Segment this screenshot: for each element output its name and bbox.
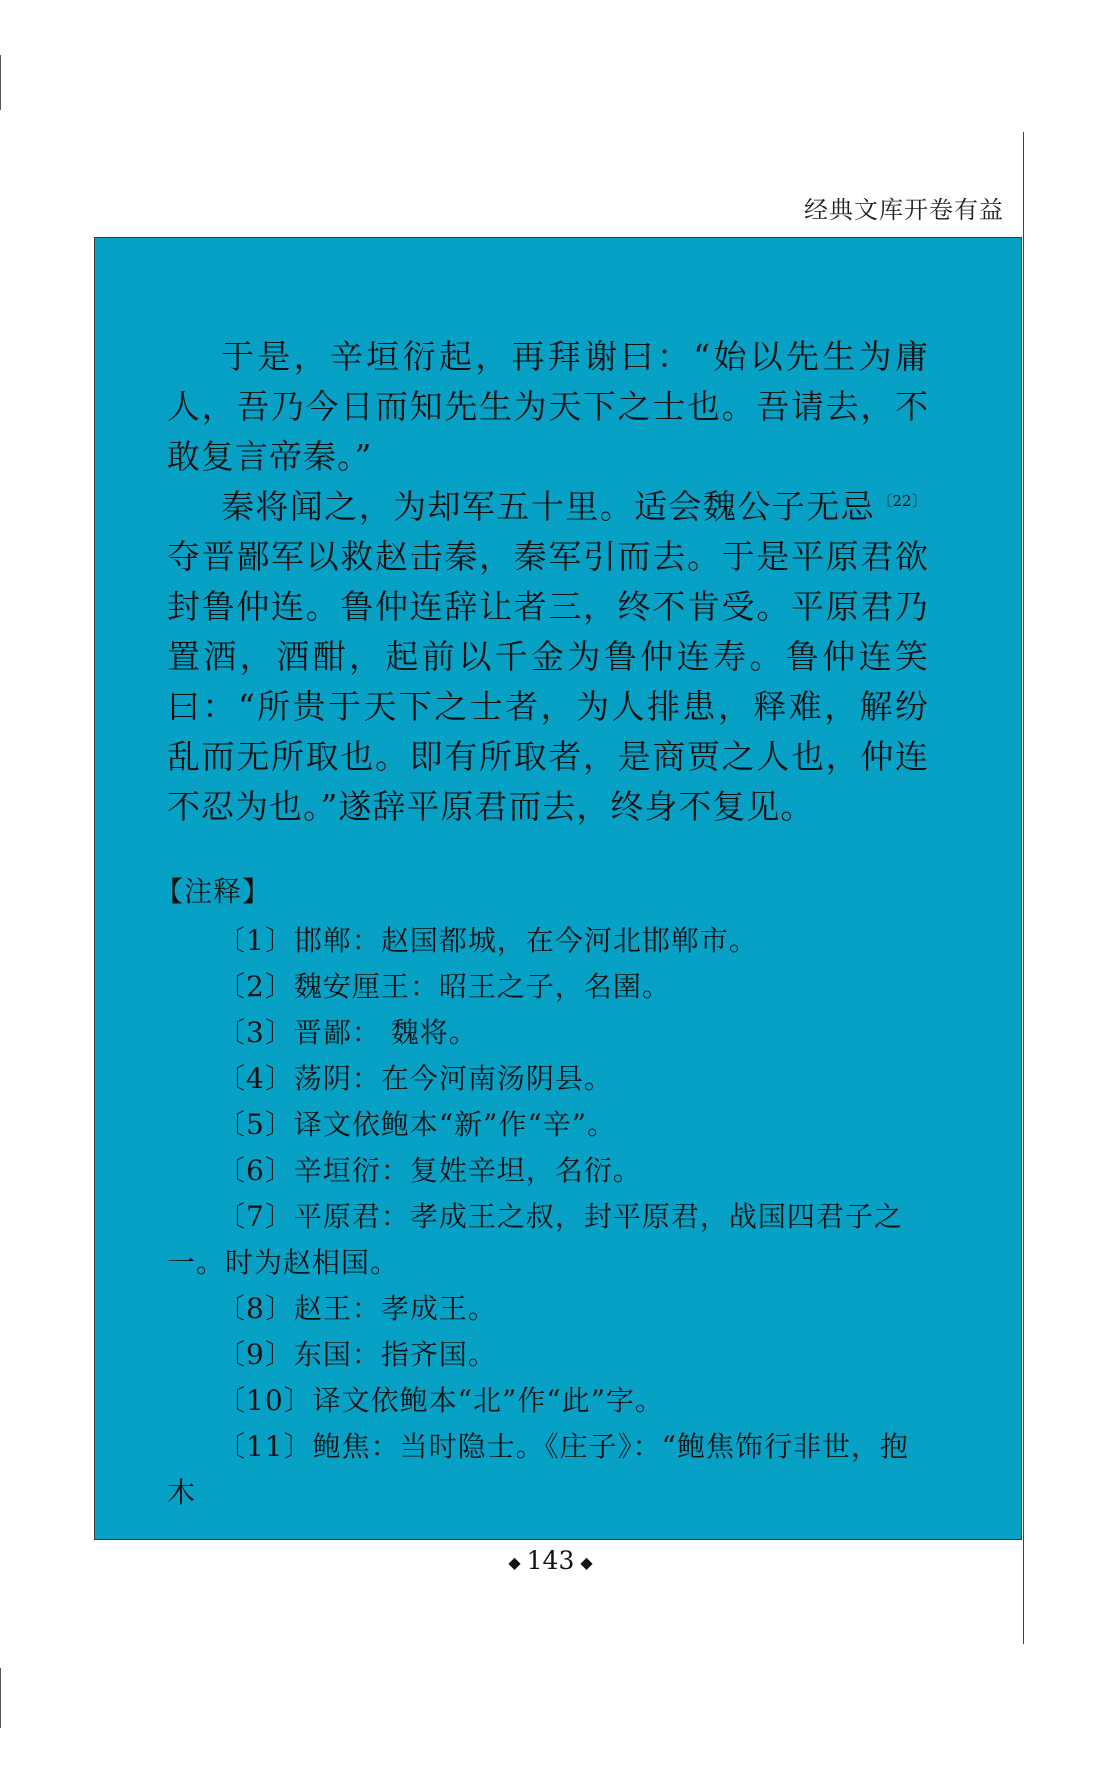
paragraph-1: 于是，辛垣衍起，再拜谢曰：“始以先生为庸人，吾乃今日而知先生为天下之士也。吾请去，不敢复言帝秦。” <box>167 337 929 476</box>
paragraph-2-part-2: 夺晋鄙军以救赵击秦，秦军引而去。于是平原君欲封鲁仲连。鲁仲连辞让者三，终不肯受。平原君乃置酒，酒酣，起前以千金为鲁仲连寿。鲁仲连笑曰：“所贵于天下之士者，为人排患，释难，解纷乱而无所取也。即有所取者，是商贾之人也，仲连不忍为也。”遂辞平原君而去，终身不复见。 <box>167 537 929 826</box>
note-item: 〔6〕辛垣衍：复姓辛坦，名衍。 <box>217 1154 642 1187</box>
note-reference: 〔22〕 <box>877 492 927 510</box>
diamond-right-icon: ◆ <box>580 1553 593 1572</box>
note-item: 〔5〕译文依鲍本“新”作“辛”。 <box>217 1108 617 1141</box>
notes-heading: 【注释】 <box>155 875 272 908</box>
note-item: 〔8〕赵王：孝成王。 <box>217 1292 497 1325</box>
note-item: 〔9〕东国：指齐国。 <box>217 1338 497 1371</box>
running-head: 经典文库开卷有益 <box>804 196 1004 224</box>
page-number-footer <box>0 1546 1101 1575</box>
note-item: 〔3〕晋鄙： 魏将。 <box>217 1016 478 1049</box>
note-item: 〔7〕平原君：孝成王之叔，封平原君，战国四君子之一。时为赵相国。 <box>167 1200 903 1279</box>
notes-list <box>167 918 929 1516</box>
content-panel <box>94 237 1022 1540</box>
note-item: 〔4〕荡阴：在今河南汤阴县。 <box>217 1062 613 1095</box>
crop-mark-top <box>0 55 1 110</box>
margin-rule <box>1023 132 1024 1644</box>
diamond-left-icon: ◆ <box>508 1553 521 1572</box>
note-item: 〔2〕魏安厘王：昭王之子，名圉。 <box>217 970 671 1003</box>
note-item: 〔11〕鲍焦：当时隐士。《庄子》：“鲍焦饰行非世，抱木 <box>167 1430 909 1509</box>
crop-mark-bottom <box>0 1668 1 1728</box>
paragraph-2 <box>167 482 929 832</box>
note-item: 〔1〕邯郸：赵国都城，在今河北邯郸市。 <box>217 924 758 957</box>
paragraph-2-part-1: 秦将闻之，为却军五十里。适会魏公子无忌 <box>221 487 876 526</box>
body-text <box>167 332 929 832</box>
page-number: 143 <box>526 1546 575 1575</box>
note-item: 〔10〕译文依鲍本“北”作“此”字。 <box>217 1384 664 1417</box>
